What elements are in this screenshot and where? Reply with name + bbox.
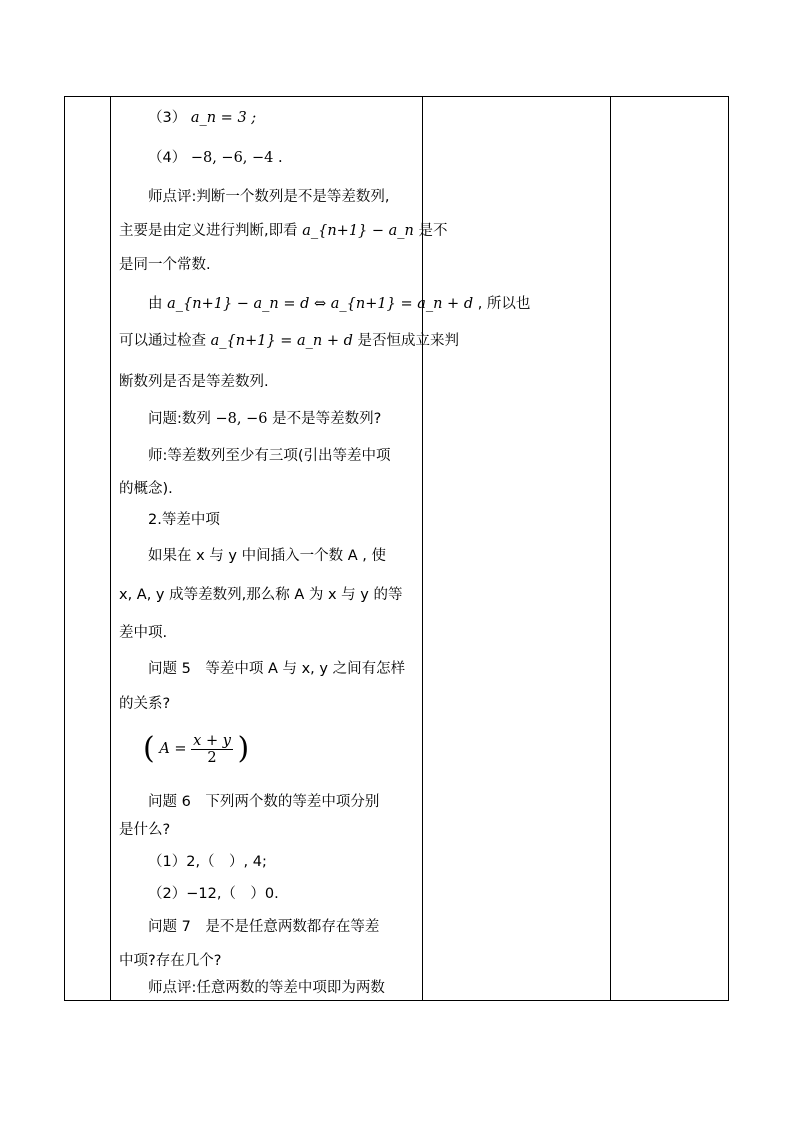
equivalence-line-1: 由 a_{n+1} − a_n = d ⇔ a_{n+1} = a_n + d , 所以也 bbox=[148, 296, 531, 312]
formula: ( A = $\frac{x + y}{2}$ ) bbox=[143, 731, 250, 766]
line-4 bbox=[119, 142, 415, 174]
definition-line-2: x, A, y 成等差数列,那么称 A 为 x 与 y 的等 bbox=[119, 587, 403, 603]
equivalence-line-2: 可以通过检查 a_{n+1} = a_n + d 是否恒成立来判 bbox=[119, 333, 460, 349]
definition-line-3: 差中项. bbox=[119, 625, 168, 641]
comment-line-3: 是同一个常数. bbox=[119, 257, 211, 273]
equivalence-math: a_{n+1} − a_n = d ⇔ a_{n+1} = a_n + d bbox=[167, 296, 474, 312]
line-4-math: −8, −6, −4 . bbox=[190, 150, 283, 166]
equivalence-line-3: 断数列是否是等差数列. bbox=[119, 374, 269, 390]
fraction-denominator: 2 bbox=[207, 749, 217, 766]
comment-line-1: 师点评:判断一个数列是不是等差数列, bbox=[148, 189, 390, 205]
question-7-line-1: 问题 7 是不是任意两数都存在等差 bbox=[148, 919, 380, 935]
teacher-line-1: 师:等差数列至少有三项(引出等差中项 bbox=[148, 448, 391, 464]
check-math: a_{n+1} = a_n + d bbox=[210, 333, 353, 349]
exercise-1: （1）2,（ ）, 4; bbox=[148, 854, 267, 870]
definition-line-1: 如果在 x 与 y 中间插入一个数 A , 使 bbox=[148, 548, 386, 564]
formula-fraction bbox=[191, 733, 233, 766]
line-4-label: （4） bbox=[148, 150, 187, 166]
exercise-2: （2）−12,（ ）0. bbox=[148, 886, 279, 902]
sequence-math: −8, −6 bbox=[215, 411, 268, 427]
final-comment-line: 师点评:任意两数的等差中项即为两数 bbox=[148, 980, 385, 996]
question-6-line-2: 是什么? bbox=[119, 822, 171, 838]
question-line: 问题:数列 −8, −6 是不是等差数列? bbox=[148, 411, 382, 427]
question-5-line-1: 问题 5 等差中项 A 与 x, y 之间有怎样 bbox=[148, 661, 406, 677]
difference-math: a_{n+1} − a_n bbox=[302, 223, 414, 239]
teaching-content-cell bbox=[111, 97, 531, 1000]
comment-line-2: 主要是由定义进行判断,即看 a_{n+1} − a_n 是不 bbox=[119, 223, 448, 239]
fraction-numerator: x + y bbox=[193, 732, 231, 749]
question-5-line-2: 的关系? bbox=[119, 696, 171, 712]
question-6-line-1: 问题 6 下列两个数的等差中项分别 bbox=[148, 794, 380, 810]
lesson-table bbox=[64, 96, 729, 1001]
line-3-math: a_n = 3 ; bbox=[190, 110, 257, 126]
column-divider-3 bbox=[610, 97, 611, 1000]
question-7-line-2: 中项?存在几个? bbox=[119, 953, 222, 969]
line-3-label: （3） bbox=[148, 110, 187, 126]
teacher-line-2: 的概念). bbox=[119, 481, 173, 497]
formula-lhs: A = bbox=[159, 741, 187, 757]
section-heading: 2.等差中项 bbox=[148, 512, 220, 528]
line-3 bbox=[119, 102, 415, 134]
